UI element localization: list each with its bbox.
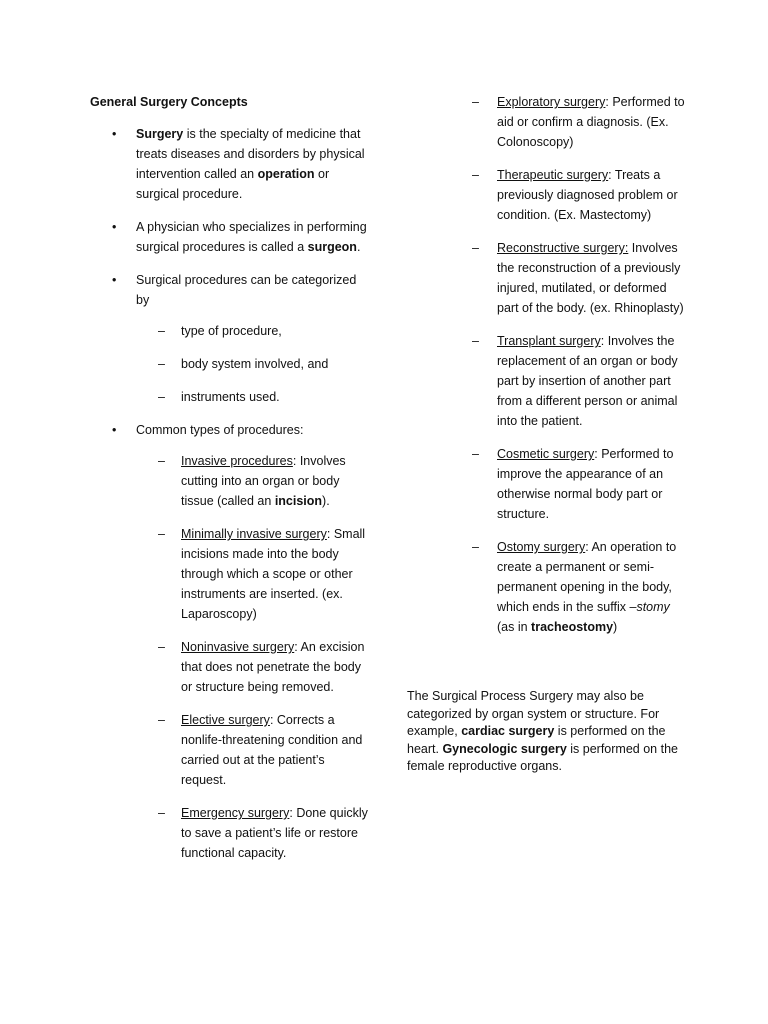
- surgical-process-paragraph: [407, 688, 692, 776]
- sub-item-text: [181, 354, 372, 374]
- text-run: type of procedure,: [181, 324, 282, 338]
- bullet-item: [112, 217, 372, 257]
- sub-list-item: [158, 321, 372, 341]
- sub-item-text: [181, 803, 372, 863]
- sub-item-text: [181, 710, 372, 790]
- text-run: Cosmetic surgery: [497, 447, 595, 461]
- surgery-type-item: [472, 165, 687, 225]
- dash-marker: –: [472, 241, 479, 255]
- bullet-text: [136, 217, 372, 257]
- text-run: Noninvasive surgery: [181, 640, 295, 654]
- text-run: Exploratory surgery: [497, 95, 606, 109]
- surgery-type-item: [472, 331, 687, 431]
- bullet-item: [112, 420, 372, 440]
- text-run: : Treats a previously diagnosed problem or condition. (Ex. Mastectomy): [497, 168, 678, 222]
- page-title: General Surgery Concepts: [90, 95, 248, 109]
- dash-marker: –: [472, 540, 479, 554]
- text-run: Therapeutic surgery: [497, 168, 609, 182]
- text-run: : Corrects a nonlife-threatening condition and carried out at the patient’s request.: [181, 713, 363, 787]
- bullet-marker: •: [112, 273, 117, 287]
- text-run: : Performed to aid or confirm a diagnosis. (Ex. Colonoscopy): [497, 95, 685, 149]
- bullet-marker: •: [112, 423, 117, 437]
- sub-item-text: [181, 321, 372, 341]
- dash-marker: –: [158, 640, 165, 654]
- dash-marker: –: [472, 334, 479, 348]
- sub-item-text: [181, 387, 372, 407]
- right-column: [472, 92, 687, 650]
- text-run: instruments used.: [181, 390, 280, 404]
- dash-marker: –: [158, 324, 165, 338]
- text-run: ): [613, 620, 618, 634]
- text-run: Surgery: [136, 127, 184, 141]
- sub-list-item: [158, 637, 372, 697]
- text-run: Invasive procedures: [181, 454, 293, 468]
- text-run: (as in: [497, 620, 532, 634]
- text-run: operation: [257, 167, 315, 181]
- dash-marker: –: [158, 357, 165, 371]
- text-run: Ostomy surgery: [497, 540, 586, 554]
- surgery-type-text: [497, 537, 687, 637]
- dash-marker: –: [472, 168, 479, 182]
- text-run: : An operation to create a permanent or semi-permanent opening in the body, which ends in the suffix –: [497, 540, 677, 614]
- dash-marker: –: [472, 447, 479, 461]
- sub-list: [158, 321, 372, 407]
- dash-marker: –: [472, 95, 479, 109]
- sub-list-item: [158, 451, 372, 511]
- left-column: [112, 124, 372, 876]
- bullet-text: [136, 270, 372, 310]
- sub-list-item: [158, 354, 372, 374]
- surgery-type-text: [497, 92, 687, 152]
- surgery-type-item: [472, 537, 687, 637]
- bullet-item: [112, 270, 372, 310]
- text-run: surgeon: [307, 240, 357, 254]
- text-run: Gynecologic surgery: [442, 741, 567, 756]
- sub-list-item: [158, 803, 372, 863]
- surgery-type-text: [497, 165, 687, 225]
- text-run: : Involves the replacement of an organ or body part by insertion of another part from a different person or animal into the patient.: [497, 334, 678, 428]
- text-run: Minimally invasive surgery: [181, 527, 327, 541]
- sub-list-item: [158, 387, 372, 407]
- text-run: is the specialty of medicine that treats diseases and disorders by physical intervention called an: [136, 127, 365, 181]
- text-run: : Involves cutting into an organ or body tissue (called an: [181, 454, 346, 508]
- dash-marker: –: [158, 390, 165, 404]
- bullet-marker: •: [112, 127, 117, 141]
- text-run: stomy: [636, 600, 670, 614]
- surgery-type-text: [497, 238, 687, 318]
- surgery-type-item: [472, 92, 687, 152]
- text-run: is performed on the female reproductive organs.: [407, 741, 678, 773]
- text-run: or surgical procedure.: [136, 167, 330, 201]
- text-run: Common types of procedures:: [136, 423, 304, 437]
- surgery-type-text: [497, 444, 687, 524]
- text-run: is performed on the heart.: [407, 724, 666, 756]
- text-run: tracheostomy: [531, 620, 614, 634]
- sub-item-text: [181, 524, 372, 624]
- bullet-item: [112, 124, 372, 204]
- text-run: : An excision that does not penetrate the body or structure being removed.: [181, 640, 365, 694]
- surgery-type-item: [472, 238, 687, 318]
- sub-list-item: [158, 524, 372, 624]
- dash-marker: –: [158, 454, 165, 468]
- dash-marker: –: [158, 713, 165, 727]
- dash-marker: –: [158, 527, 165, 541]
- text-run: Surgical procedures can be categorized by: [136, 273, 357, 307]
- text-run: A physician who specializes in performing surgical procedures is called a: [136, 220, 367, 254]
- text-run: : Performed to improve the appearance of an otherwise normal body part or structure.: [497, 447, 674, 521]
- surgery-type-text: [497, 331, 687, 431]
- text-run: Involves the reconstruction of a previously injured, mutilated, or deformed part of the body. (ex. Rhinoplasty): [497, 241, 684, 315]
- text-run: : Done quickly to save a patient’s life or restore functional capacity.: [181, 806, 368, 860]
- text-run: Transplant surgery: [497, 334, 601, 348]
- text-run: .: [356, 240, 361, 254]
- text-run: Reconstructive surgery:: [497, 241, 629, 255]
- dash-marker: –: [158, 806, 165, 820]
- bullet-text: [136, 124, 372, 204]
- text-run: : Small incisions made into the body through which a scope or other instruments are inserted. (ex. Laparoscopy): [181, 527, 366, 621]
- text-run: cardiac surgery: [461, 724, 555, 738]
- sub-list: [158, 451, 372, 863]
- text-run: body system involved, and: [181, 357, 329, 371]
- text-run: incision: [274, 494, 323, 508]
- text-run: Elective surgery: [181, 713, 270, 727]
- sub-list-item: [158, 710, 372, 790]
- bullet-marker: •: [112, 220, 117, 234]
- surgery-type-item: [472, 444, 687, 524]
- text-run: The Surgical Process Surgery may also be categorized by organ system or structure. For example,: [407, 689, 660, 738]
- sub-item-text: [181, 451, 372, 511]
- bullet-text: [136, 420, 372, 440]
- sub-item-text: [181, 637, 372, 697]
- text-run: ).: [322, 494, 330, 508]
- text-run: Emergency surgery: [181, 806, 290, 820]
